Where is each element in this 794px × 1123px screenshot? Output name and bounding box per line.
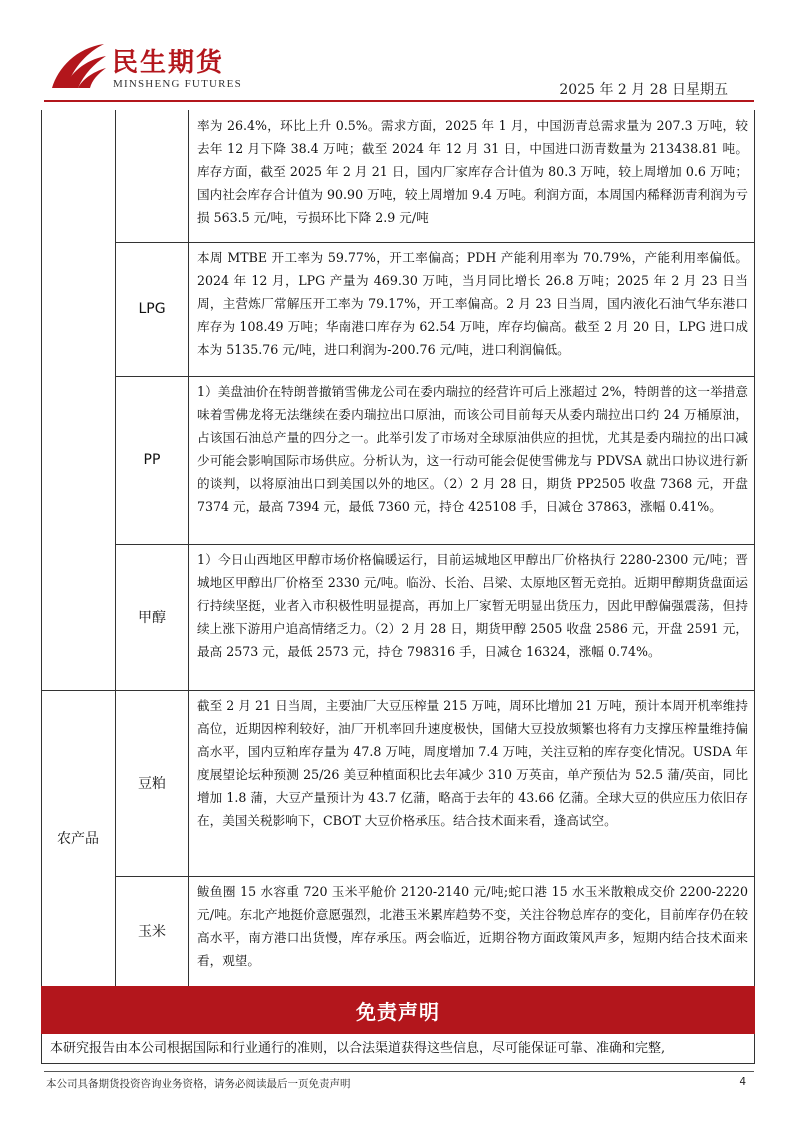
row-text: 1）美盘油价在特朗普撤销雪佛龙公司在委内瑞拉的经营许可后上涨超过 2%，特朗普的这一举措意味着雪佛龙将无法继续在委内瑞拉出口原油，而该公司目前每天从委内瑞拉出口约 24 万桶原油，占该国石油总产量的四分之一。此举引发了市场对全球原油供应的担忧，尤其是委内瑞拉的出口减少可能会影响国际市场供应。分析认为，这一行动可能会促使雪佛龙与 PDVSA 就出口协议进行新的谈判，以将原油出口到美国以外的地区。（2）2 月 28 日，期货 PP2505 收盘 7368 元，开盘 7374 元，最高 7394 元，最低 7360 元，持仓 425108 手，日减仓 37863，涨幅 0.41%。 (189, 376, 755, 544)
table-row-lpg (41, 242, 755, 376)
row-label (115, 110, 189, 242)
commodity-table (41, 110, 755, 1034)
row-label: LPG (115, 242, 189, 376)
table-row-asphalt (41, 110, 755, 242)
disclaimer-text: 本研究报告由本公司根据国际和行业通行的准则，以合法渠道获得这些信息，尽可能保证可靠、准确和完整, (41, 1034, 755, 1064)
page-number: 4 (739, 1076, 746, 1088)
category-agriculture: 农产品 (57, 831, 99, 847)
page-header (0, 0, 794, 108)
disclaimer-title: 免责声明 (41, 986, 755, 1034)
row-text: 1）今日山西地区甲醇市场价格偏暖运行，目前运城地区甲醇出厂价格执行 2280-2300 元/吨；晋城地区甲醇出厂价格至 2330 元/吨。临汾、长治、吕梁、太原地区暂无竞拍。近期甲醇期货盘面运行持续坚挺，业者入市积极性明显提高，再加上厂家暂无明显出货压力，因此甲醇偏强震荡，但持续上涨下游用户追高情绪乏力。（2）2 月 28 日，期货甲醇 2505 收盘 2586 元，开盘 2591 元，最高 2573 元，最低 2573 元，持仓 798316 手，日减仓 16324，涨幅 0.74%。 (189, 544, 755, 690)
brand-name-en: MINSHENG FUTURES (113, 78, 242, 90)
minsheng-logo-icon (48, 38, 108, 92)
brand-name-cn: 民生期货 (112, 48, 225, 78)
row-text: 截至 2 月 21 日当周，主要油厂大豆压榨量 215 万吨，周环比增加 21 万吨，预计本周开机率维持高位，近期因榨利较好，油厂开机率回升速度极快，国储大豆投放频繁也将有力支撑压榨量维持偏高水平，国内豆粕库存量为 47.8 万吨，周度增加 7.4 万吨，关注豆粕的库存变化情况。USDA 年度展望论坛种预测 25/26 美豆种植面积比去年减少 310 万英亩，单产预估为 52.5 蒲/英亩，同比增加 1.8 蒲，大豆产量预计为 43.7 亿蒲，略高于去年的 43.66 亿蒲。全球大豆的供应压力依旧存在，美国关税影响下，CBOT 大豆价格承压。结合技术面来看，逢高试空。 (189, 690, 755, 876)
table-row-methanol (41, 544, 755, 690)
report-date: 2025 年 2 月 28 日星期五 (559, 82, 728, 98)
row-text: 鲅鱼圈 15 水容重 720 玉米平舱价 2120-2140 元/吨;蛇口港 15 水玉米散粮成交价 2200-2220 元/吨。东北产地挺价意愿强烈，北港玉米累库趋势不变，关注谷物总库存的变化，目前库存仍在较高水平，南方港口出货慢，库存承压。两会临近，近期谷物方面政策风声多，短期内结合技术面来看，观望。 (189, 876, 755, 986)
table-row-soybean-meal (41, 690, 755, 876)
row-label: 玉米 (115, 876, 189, 986)
table-row-pp (41, 376, 755, 544)
footer-note: 本公司具备期货投资咨询业务资格，请务必阅读最后一页免责声明 (46, 1078, 351, 1090)
row-text: 率为 26.4%，环比上升 0.5%。需求方面，2025 年 1 月，中国沥青总需求量为 207.3 万吨，较去年 12 月下降 38.4 万吨；截至 2024 年 12 月 31 日，中国进口沥青数量为 213438.81 吨。库存方面，截至 2025 年 2 月 21 日，国内厂家库存合计值为 80.3 万吨，较上周增加 0.6 万吨；国内社会库存合计值为 90.90 万吨，较上周增加 9.4 万吨。利润方面，本周国内稀释沥青利润为亏损 563.5 元/吨，亏损环比下降 2.9 元/吨 (189, 110, 755, 242)
row-label: 甲醇 (115, 544, 189, 690)
header-divider (44, 100, 754, 102)
row-label: PP (115, 376, 189, 544)
footer-divider (44, 1071, 754, 1072)
table-row-corn (41, 876, 755, 986)
row-label: 豆粕 (115, 690, 189, 876)
row-text: 本周 MTBE 开工率为 59.77%，开工率偏高；PDH 产能利用率为 70.79%，产能利用率偏低。2024 年 12 月，LPG 产量为 469.30 万吨，当月同比增长 26.8 万吨；2025 年 2 月 23 日当周，主营炼厂常解压开工率为 79.17%，开工率偏高。2 月 23 日当周，国内液化石油气华东港口库存为 108.49 万吨；华南港口库存为 62.54 万吨，库存均偏高。截至 2 月 20 日，LPG 进口成本为 5135.76 元/吨，进口利润为-200.76 元/吨，进口利润偏低。 (189, 242, 755, 376)
